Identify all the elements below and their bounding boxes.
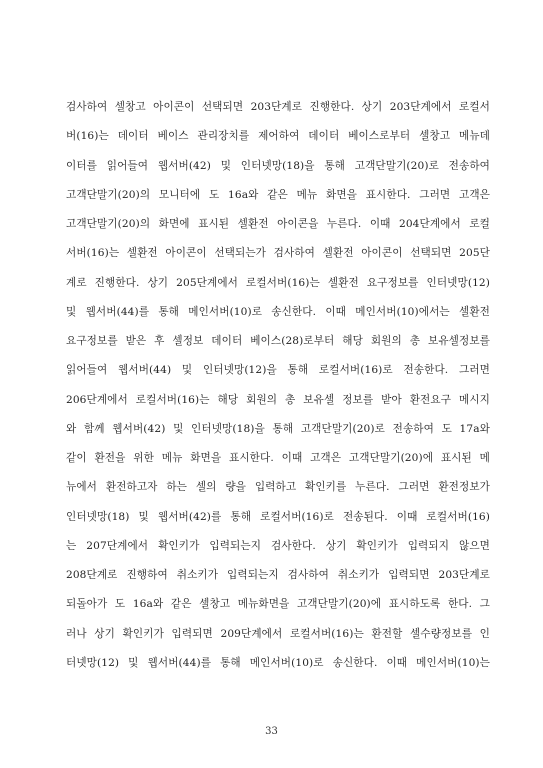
text-line-7: 계로 진행한다. 상기 205단계에서 로컬서버(16)는 셀환전 요구정보를 인터넷망(12) xyxy=(66,276,490,289)
text-line-14: 뉴에서 환전하고자 하는 셀의 량을 입력하고 확인키를 누른다. 그러면 환전정보가 xyxy=(66,481,490,494)
text-line-11: 206단계에서 로컬서버(16)는 해당 회원의 총 보유셀 정보를 받아 환전요구 메시지 xyxy=(66,393,490,406)
text-line-17: 208단계로 진행하여 취소키가 입력되는지 검사하여 취소키가 입력되면 203단계로 xyxy=(66,569,490,581)
text-line-2: 버(16)는 데이터 베이스 관리장치를 제어하여 데이터 베이스로부터 셀창고 메뉴데 xyxy=(66,130,490,143)
text-line-3: 이터를 읽어들여 웹서버(42) 및 인터넷망(18)을 통해 고객단말기(20)로 전송하여 xyxy=(66,159,490,172)
text-line-12: 와 함께 웹서버(42) 및 인터넷망(18)을 통해 고객단말기(20)로 전송하여 도 17a와 xyxy=(66,422,490,435)
text-line-20: 터넷망(12) 및 웹서버(44)를 통해 메인서버(10)로 송신한다. 이때 메인서버(10)는 xyxy=(66,656,490,669)
page-number: 33 xyxy=(265,726,278,737)
text-line-10: 읽어들여 웹서버(44) 및 인터넷망(12)을 통해 로컬서버(16)로 전송한다. 그러면 xyxy=(66,364,490,377)
text-line-1: 검사하여 셀창고 아이콘이 선택되면 203단계로 진행한다. 상기 203단계에서 로컬서 xyxy=(66,101,490,113)
text-line-6: 서버(16)는 셀환전 아이콘이 선택되는가 검사하여 셀환전 아이콘이 선택되면 205단 xyxy=(66,247,490,260)
text-line-18: 되돌아가 도 16a와 같은 셀창고 메뉴화면을 고객단말기(20)에 표시하도록 한다. 그 xyxy=(66,598,490,611)
text-line-15: 인터넷망(18) 및 웹서버(42)를 통해 로컬서버(16)로 전송된다. 이때 로컬서버(16) xyxy=(66,510,490,523)
text-line-13: 같이 환전을 위한 메뉴 화면을 표시한다. 이때 고객은 고객단말기(20)에 표시된 메 xyxy=(66,452,490,464)
text-line-8: 및 웹서버(44)를 통해 메인서버(10)로 송신한다. 이때 메인서버(10)에서는 셀환전 xyxy=(66,305,490,318)
text-line-4: 고객단말기(20)의 모니터에 도 16a와 같은 메뉴 화면을 표시한다. 그러면 고객은 xyxy=(66,188,490,201)
body-paragraph xyxy=(66,93,490,678)
text-line-16: 는 207단계에서 확인키가 입력되는지 검사한다. 상기 확인키가 입력되지 않으면 xyxy=(66,539,490,552)
text-line-9: 요구정보를 받은 후 셀정보 데이터 베이스(28)로부터 해당 회원의 총 보유셀정보를 xyxy=(66,335,490,347)
text-line-19: 러나 상기 확인키가 입력되면 209단계에서 로컬서버(16)는 환전할 셀수량정보를 인 xyxy=(66,627,490,640)
text-line-5: 고객단말기(20)의 화면에 표시된 셀환전 아이콘을 누른다. 이때 204단계에서 로컬 xyxy=(66,218,490,230)
